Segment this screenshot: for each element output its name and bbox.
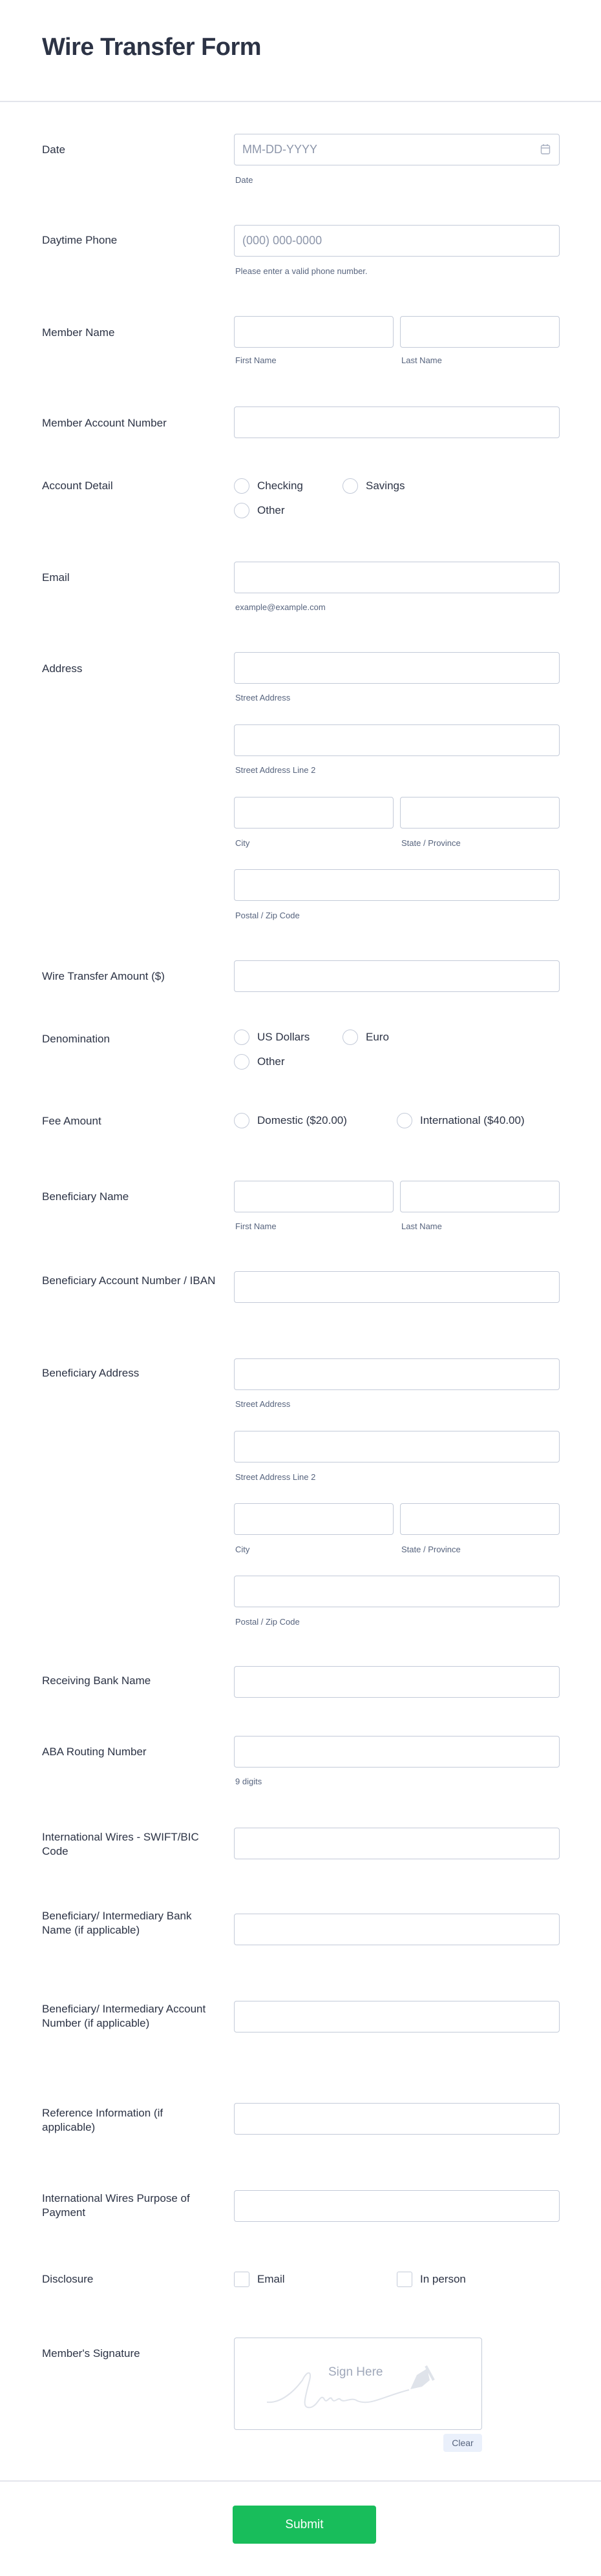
ben-last-name-input[interactable] <box>400 1181 560 1212</box>
inter-account-label: Beneficiary/ Intermediary Account Number (if applicable) <box>42 2003 206 2029</box>
ben-street-input[interactable] <box>234 1358 560 1390</box>
date-sublabel: Date <box>235 175 253 185</box>
street-input[interactable] <box>234 652 560 684</box>
signature-label: Member's Signature <box>42 2347 140 2360</box>
postal-input[interactable] <box>234 869 560 901</box>
amount-input[interactable] <box>234 960 560 992</box>
street2-sublabel: Street Address Line 2 <box>235 1472 316 1482</box>
inter-bank-label: Beneficiary/ Intermediary Bank Name (if applicable) <box>42 1910 192 1936</box>
radio-us-dollars[interactable] <box>234 1029 249 1045</box>
member-first-name-input[interactable] <box>234 316 394 348</box>
street-sublabel: Street Address <box>235 1399 291 1409</box>
radio-label: Euro <box>366 1031 389 1043</box>
state-sublabel: State / Province <box>401 1545 461 1554</box>
reference-label: Reference Information (if applicable) <box>42 2107 163 2133</box>
phone-input[interactable] <box>234 225 560 257</box>
form-title: Wire Transfer Form <box>42 34 262 61</box>
denomination-label: Denomination <box>42 1033 110 1045</box>
member-name-label: Member Name <box>42 326 115 339</box>
email-sublabel: example@example.com <box>235 602 326 612</box>
divider <box>0 101 601 102</box>
city-input[interactable] <box>234 797 394 829</box>
member-last-name-input[interactable] <box>400 316 560 348</box>
ben-name-label: Beneficiary Name <box>42 1190 129 1203</box>
first-name-sublabel: First Name <box>235 1221 277 1231</box>
bank-name-label: Receiving Bank Name <box>42 1674 151 1687</box>
purpose-label: International Wires Purpose of Payment <box>42 2192 190 2219</box>
date-label: Date <box>42 143 65 156</box>
checkbox-in-person[interactable] <box>397 2272 412 2287</box>
last-name-sublabel: Last Name <box>401 1221 442 1231</box>
postal-sublabel: Postal / Zip Code <box>235 1617 300 1627</box>
radio-domestic[interactable] <box>234 1113 249 1128</box>
submit-button[interactable]: Submit <box>233 2506 376 2544</box>
radio-label: Checking <box>257 480 303 492</box>
ben-street2-input[interactable] <box>234 1431 560 1462</box>
reference-input[interactable] <box>234 2103 560 2135</box>
first-name-sublabel: First Name <box>235 355 277 365</box>
last-name-sublabel: Last Name <box>401 355 442 365</box>
amount-label: Wire Transfer Amount ($) <box>42 970 165 982</box>
member-account-input[interactable] <box>234 406 560 438</box>
clear-signature-button[interactable]: Clear <box>443 2434 482 2452</box>
radio-other-currency[interactable] <box>234 1054 249 1070</box>
fee-label: Fee Amount <box>42 1115 101 1127</box>
footer-divider <box>0 2480 601 2482</box>
account-detail-label: Account Detail <box>42 480 113 492</box>
inter-account-input[interactable] <box>234 2001 560 2032</box>
ben-city-input[interactable] <box>234 1503 394 1535</box>
city-sublabel: City <box>235 1545 250 1554</box>
state-input[interactable] <box>400 797 560 829</box>
email-input[interactable] <box>234 562 560 593</box>
phone-sublabel: Please enter a valid phone number. <box>235 266 368 276</box>
purpose-input[interactable] <box>234 2190 560 2222</box>
street2-sublabel: Street Address Line 2 <box>235 765 316 775</box>
radio-label: Other <box>257 504 285 516</box>
signature-pen-icon <box>267 2361 454 2412</box>
address-label: Address <box>42 662 83 675</box>
aba-input[interactable] <box>234 1736 560 1768</box>
disclosure-label: Disclosure <box>42 2273 94 2285</box>
aba-label: ABA Routing Number <box>42 1746 147 1758</box>
radio-checking[interactable] <box>234 478 249 494</box>
postal-sublabel: Postal / Zip Code <box>235 911 300 920</box>
radio-label: Savings <box>366 480 405 492</box>
street-sublabel: Street Address <box>235 693 291 702</box>
date-input[interactable] <box>234 134 560 165</box>
ben-account-input[interactable] <box>234 1271 560 1303</box>
radio-euro[interactable] <box>343 1029 358 1045</box>
member-account-label: Member Account Number <box>42 417 167 429</box>
sign-here-text: Sign Here <box>328 2365 383 2379</box>
calendar-icon[interactable] <box>540 143 551 155</box>
checkbox-label: Email <box>257 2273 285 2285</box>
ben-state-input[interactable] <box>400 1503 560 1535</box>
radio-label: Other <box>257 1055 285 1068</box>
radio-international[interactable] <box>397 1113 412 1128</box>
swift-input[interactable] <box>234 1828 560 1859</box>
signature-pad[interactable] <box>234 2338 482 2430</box>
ben-first-name-input[interactable] <box>234 1181 394 1212</box>
bank-name-input[interactable] <box>234 1666 560 1698</box>
radio-label: International ($40.00) <box>420 1114 525 1126</box>
ben-account-label: Beneficiary Account Number / IBAN <box>42 1274 216 1287</box>
email-label: Email <box>42 571 70 584</box>
checkbox-email[interactable] <box>234 2272 249 2287</box>
state-sublabel: State / Province <box>401 838 461 848</box>
ben-address-label: Beneficiary Address <box>42 1367 140 1379</box>
phone-label: Daytime Phone <box>42 234 118 246</box>
radio-savings[interactable] <box>343 478 358 494</box>
inter-bank-input[interactable] <box>234 1914 560 1945</box>
radio-label: US Dollars <box>257 1031 310 1043</box>
street2-input[interactable] <box>234 724 560 756</box>
checkbox-label: In person <box>420 2273 466 2285</box>
ben-postal-input[interactable] <box>234 1576 560 1607</box>
swift-label: International Wires - SWIFT/BIC Code <box>42 1831 199 1857</box>
aba-sublabel: 9 digits <box>235 1777 262 1786</box>
radio-label: Domestic ($20.00) <box>257 1114 347 1126</box>
radio-other[interactable] <box>234 503 249 518</box>
city-sublabel: City <box>235 838 250 848</box>
